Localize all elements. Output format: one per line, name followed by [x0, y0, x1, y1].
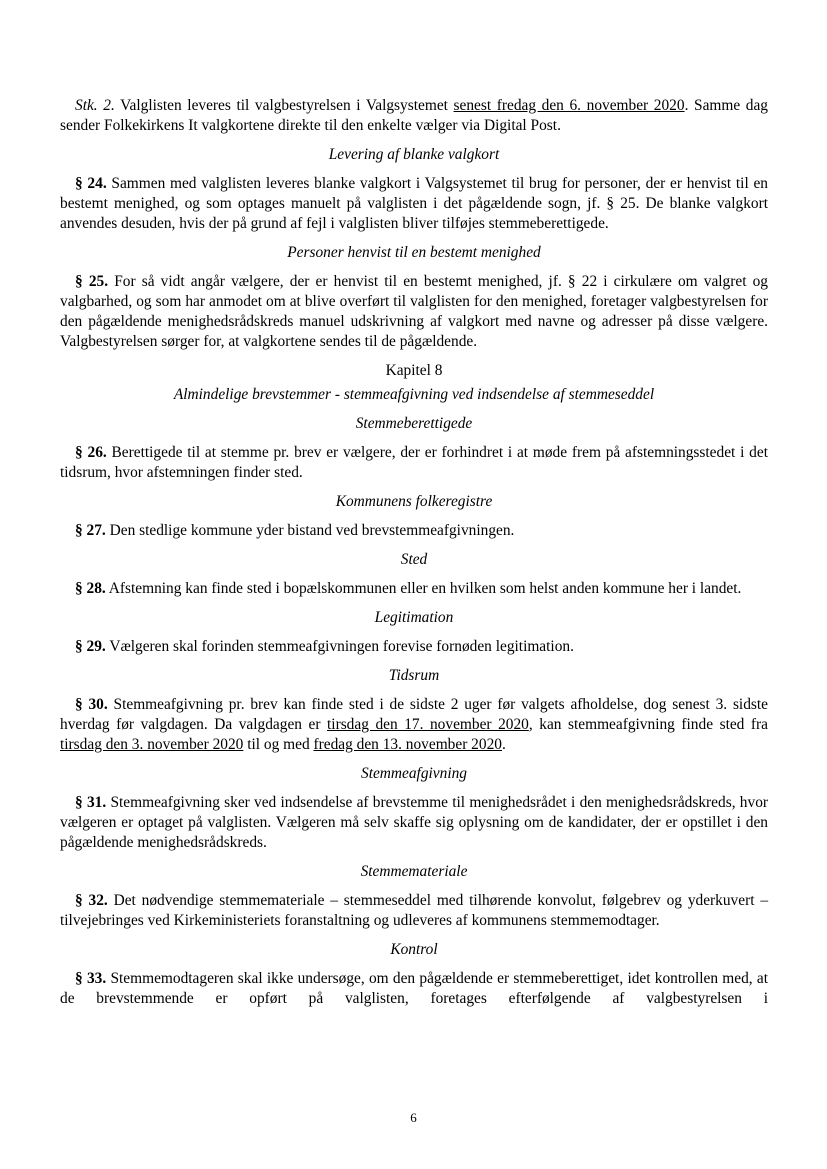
paragraph-29 — [60, 637, 768, 657]
heading-tidsrum: Tidsrum — [388, 667, 440, 684]
heading-stemmeberettigede: Stemmeberettigede — [355, 415, 473, 432]
paragraph-33 — [60, 969, 768, 1009]
chapter-title: Kapitel 8 — [385, 362, 443, 379]
text-span: Valglisten leveres til valgbestyrelsen i Valgsystemet — [114, 97, 454, 114]
section-number: § 30. — [75, 696, 108, 713]
text-span: . Samme dag sender Folkekirkens It valgkortene direkte til den enkelte vælger via Digital Post. — [60, 97, 769, 134]
section-number: § 33. — [75, 970, 107, 987]
text-span: . — [501, 736, 506, 753]
text-span: Afstemning kan finde sted i bopælskommunen eller en hvilken som helst anden kommune her i landet. — [105, 580, 742, 597]
heading-sted: Sted — [400, 551, 428, 568]
section-number: § 24. — [75, 175, 107, 192]
paragraph-32 — [60, 891, 768, 931]
heading-kontrol: Kontrol — [390, 941, 438, 958]
section-number: § 25. — [75, 273, 109, 290]
heading-levering: Levering af blanke valgkort — [328, 146, 500, 163]
document-page — [60, 96, 768, 1009]
heading-stemmeafgivning: Stemmeafgivning — [361, 765, 467, 782]
chapter-subtitle: Almindelige brevstemmer - stemmeafgivning ved indsendelse af stemmeseddel — [173, 386, 655, 403]
text-span: Berettigede til at stemme pr. brev er vælgere, der er forhindret i at møde frem på afstemningsstedet i det tidsrum, hvor afstemningen finder sted. — [60, 444, 768, 481]
heading-legitimation: Legitimation — [374, 609, 454, 626]
heading-personer: Personer henvist til en bestemt menighed — [287, 244, 541, 261]
text-span: Stemmeafgivning pr. brev kan finde sted i de sidste 2 uger før valgets afholdelse, dog senest 3. sidste hverdag før valgdagen. Da valgdagen er — [60, 696, 769, 733]
paragraph-30 — [60, 695, 768, 755]
paragraph-26 — [60, 443, 768, 483]
end-date: fredag den 13. november 2020 — [313, 736, 502, 753]
section-number: § 28. — [75, 580, 106, 597]
text-span: For så vidt angår vælgere, der er henvist til en bestemt menighed, jf. § 22 i cirkulære om valgret og valgbarhed, og som har anmodet om at blive overført til valglisten for den menighed, foretager valgbestyrelsen for den pågældende menighedsrådskreds manuel udskrivning af valgkort med navne og adresser på disse vælgere. Valgbestyrelsen sørger for, at valgkortene sendes til de pågældende. — [60, 273, 768, 350]
page-number: 6 — [410, 1110, 417, 1125]
text-span: Det nødvendige stemmemateriale – stemmeseddel med tilhørende konvolut, følgebrev og yderkuvert – tilvejebringes ved Kirkeministeriets foranstaltning og udleveres af kommunens stemmemodtager. — [60, 892, 769, 929]
text-span: til og med — [243, 736, 314, 753]
election-date: tirsdag den 17. november 2020 — [327, 716, 529, 733]
deadline-date: senest fredag den 6. november 2020 — [453, 97, 685, 114]
heading-folkeregistre: Kommunens folkeregistre — [335, 493, 493, 510]
heading-stemmemateriale: Stemmemateriale — [360, 863, 468, 880]
paragraph-28 — [60, 579, 768, 599]
text-span: Stemmeafgivning sker ved indsendelse af brevstemme til menighedsrådet i den menighedsrådskreds, hvor vælgeren er optaget på valglisten. Vælgeren må selv skaffe sig oplysning om de kandidater, der er opstillet i den pågældende menighedsrådskreds. — [60, 794, 769, 851]
text-span: Den stedlige kommune yder bistand ved brevstemmeafgivningen. — [105, 522, 515, 539]
paragraph-27 — [60, 521, 768, 541]
text-span: Vælgeren skal forinden stemmeafgivningen forevise fornøden legitimation. — [105, 638, 574, 655]
section-number: § 31. — [75, 794, 107, 811]
stk-label: Stk. 2. — [75, 97, 115, 114]
start-date: tirsdag den 3. november 2020 — [60, 736, 244, 753]
paragraph-24 — [60, 174, 768, 234]
text-span: Sammen med valglisten leveres blanke valgkort i Valgsystemet til brug for personer, der er henvist til en bestemt menighed, og som optages manuelt på valglisten i det pågældende sogn, jf. § 25. De blanke valgkort anvendes desuden, hvis der på grund af fejl i valglisten bliver tilføjes stemmeberettigede. — [60, 175, 768, 232]
section-number: § 29. — [75, 638, 106, 655]
text-span: , kan stemmeafgivning finde sted fra — [528, 716, 768, 733]
section-number: § 27. — [75, 522, 106, 539]
section-number: § 32. — [75, 892, 108, 909]
paragraph-31 — [60, 793, 768, 853]
section-number: § 26. — [75, 444, 107, 461]
text-span: Stemmemodtageren skal ikke undersøge, om den pågældende er stemmeberettiget, idet kontrollen med, at de brevstemmende er opført på valglisten, foretages efterfølgende af valgbestyrelsen i — [60, 970, 769, 1007]
paragraph-25 — [60, 272, 768, 352]
paragraph-stk2 — [60, 96, 768, 136]
